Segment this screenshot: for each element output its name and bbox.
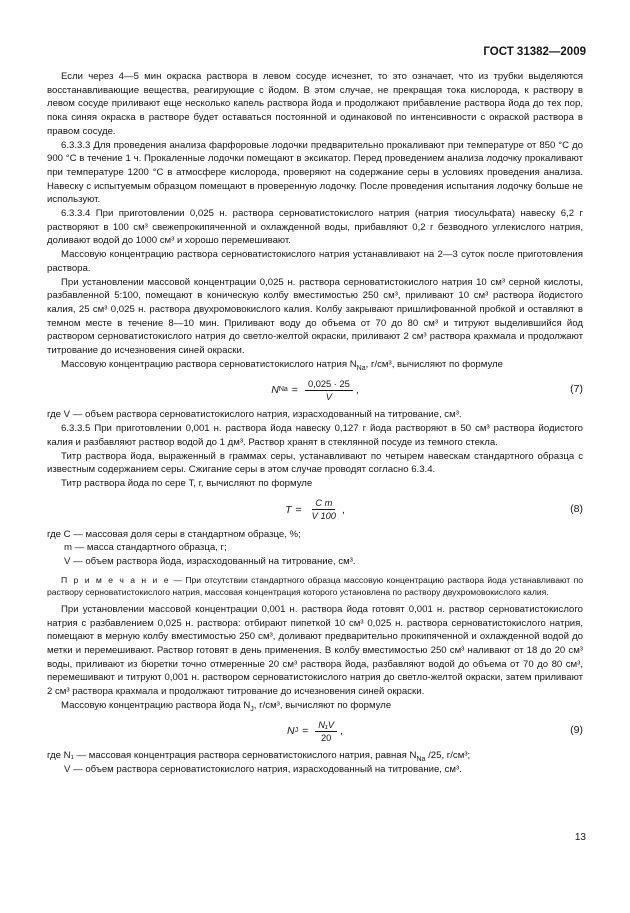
note: П р и м е ч а н и е — При отсутствии стандартного образца массовую концентрацию раствора йода устанавливают по раствору серноватистокислого натрия, массовая концентрация которого установлена по раствору двухромовокислого калия. [47,574,583,597]
paragraph-formula-8-intro: Титр раствора йода по сере T, г, вычисляют по формуле [61,477,313,489]
formula-7-explanation: где V — объем раствора серноватистокислого натрия, израсходованный на титрование, см³. [47,409,462,421]
formula-9-where-2: V — объем раствора серноватистокислого натрия, израсходованный на титрование, см³. [64,764,462,776]
formula-8-where-2: m — масса стандартного образца, г; [64,542,227,554]
paragraph-1: Если через 4—5 мин окраска раствора в левом сосуде исчезнет, то это означает, что из трубки выделяются восстанавливающие вещества, реагирующие с йодом. В этом случае, не прекращая тока кислорода, к раствору в левом сосуде приливают еще несколько капель раствора йода и продолжают прибавление раствора йода до тех пор, пока синяя окраска в растворе будет оставаться постоянной и одинаковой по интенсивности с окраской раствора в правом сосуде. [47,71,583,137]
formula-8-number: (8) [570,502,583,515]
paragraph-6-3-3-4: 6.3.3.4 При приготовлении 0,025 н. раствора серноватистокислого натрия (натрия тиосульфата) навеску 6,2 г растворяют в 100 см³ свежепрокипяченной и охлажденной воды, прибавляют 0,2 г безводного углекислого натрия, доливают водой до 1000 см³ и хорошо перемешивают. [47,208,583,247]
paragraph-iodine-titre: Титр раствора йода, выраженный в граммах серы, устанавливают по четырем навескам стандартного образца с известным содержанием серы. Сжигание серы в этом случае проводят согласно 6.3.4. [47,450,583,476]
paragraph-6-3-3-5: 6.3.3.5 При приготовлении 0,001 н. раствора йода навеску 0,127 г йода растворяют в 50 см³ раствора йодистого калия и разбавляют раствор водой до 1 дм³. Раствор хранят в стеклянной посуде из темного стекла. [47,423,583,448]
paragraph-formula-7-intro: Массовую концентрацию раствора серноватистокислого натрия $N_{Na}$, г/см³, вычисляют по формуле [61,358,503,372]
formula-8-where-3: V — объем раствора йода, израсходованный на титрование, см³. [64,556,356,568]
paragraph-6-3-3-3: 6.3.3.3 Для проведения анализа фарфоровые лодочки предварительно прокаливают при температуре от 850 °С до 900 °С в течение 1 ч. Прокаленные лодочки помещают в эксикатор. Перед проведением анализа лодочку прокаливают при температуре 1200 °С в атмосфере кислорода, проверяют на содержание серы в условиях проведения анализа. Навеску с испытуемым образцом помещают в проверенную лодочку. После проведения испытания лодочку больше не используют. [47,139,583,206]
standard-header: ГОСТ 31382—2009 [483,46,586,58]
formula-7: N Na = $\frac{0,025 \cdot 25}{V}$ , (7) [271,378,583,402]
formula-8-where-1: где C — массовая доля серы в стандартном образце, %; [47,528,301,540]
document-body [47,70,583,777]
formula-9-where-1: где N₁ — массовая концентрация раствора серноватистокислого натрия, равная $N_{Na}$ /25, г/см³; [47,750,471,764]
paragraph-iodine-concentration: При установлении массовой концентрации 0,001 н. раствора йода готовят 0,001 н. раствор серноватистокислого натрия с разбавлением 0,025 н. раствора: отбирают пипеткой 10 см³ 0,025 н. раствора серноватистокислого натрия, помещают в мерную колбу вместимостью 250 см³, доливают предварительно прокипяченной и охлажденной водой до метки и перемешивают. Раствор готовят в день применения. В колбу вместимостью 250 см³ наливают от 18 до 20 см³ воды, приливают из бюретки точно отмеренные 20 см³ раствора йода, разбавляют водой до объема от 70 до 80 см³, перемешивают и титруют 0,001 н. раствором серноватистокислого натрия до светло-желтой окраски, затем приливают 2 см³ раствора крахмала и продолжают титрование до исчезновения синей окраски. [47,603,583,698]
paragraph-formula-9-intro: Массовую концентрацию раствора йода $N_J$, г/см³, вычисляют по формуле [61,699,392,713]
paragraph-titration-procedure: При установлении массовой концентрации 0,025 н. раствора серноватистокислого натрия 10 см³ серной кислоты, разбавленной 5:100, помещают в коническую колбу вместимостью 250 см³, приливают 10 см³ раствора йодистого калия, 25 см³ 0,025 н. раствора двухромовокислого калия. Колбу закрывают пришлифованной пробкой и оставляют в темном месте в течение 8—10 мин. Приливают воду до объема от 70 до 80 см³ и титруют выделившийся йод раствором серноватистокислого натрия до светло-желтой окраски, приливают 2 см³ раствора крахмала и продолжают титрование до исчезновения синей окраски. [47,276,583,357]
formula-9-number: (9) [570,724,583,737]
formula-7-number: (7) [570,383,583,396]
formula-9: N J = $\frac{\text{N₁V}}{20}$ , (9) [286,719,583,743]
page-number: 13 [574,832,586,843]
formula-8: T = $\frac{\text{C m}}{V 100}$ , (8) [285,498,583,522]
paragraph-concentration-timing: Массовую концентрацию раствора серноватистокислого натрия устанавливают на 2—3 суток после приготовления раствора. [47,249,583,274]
